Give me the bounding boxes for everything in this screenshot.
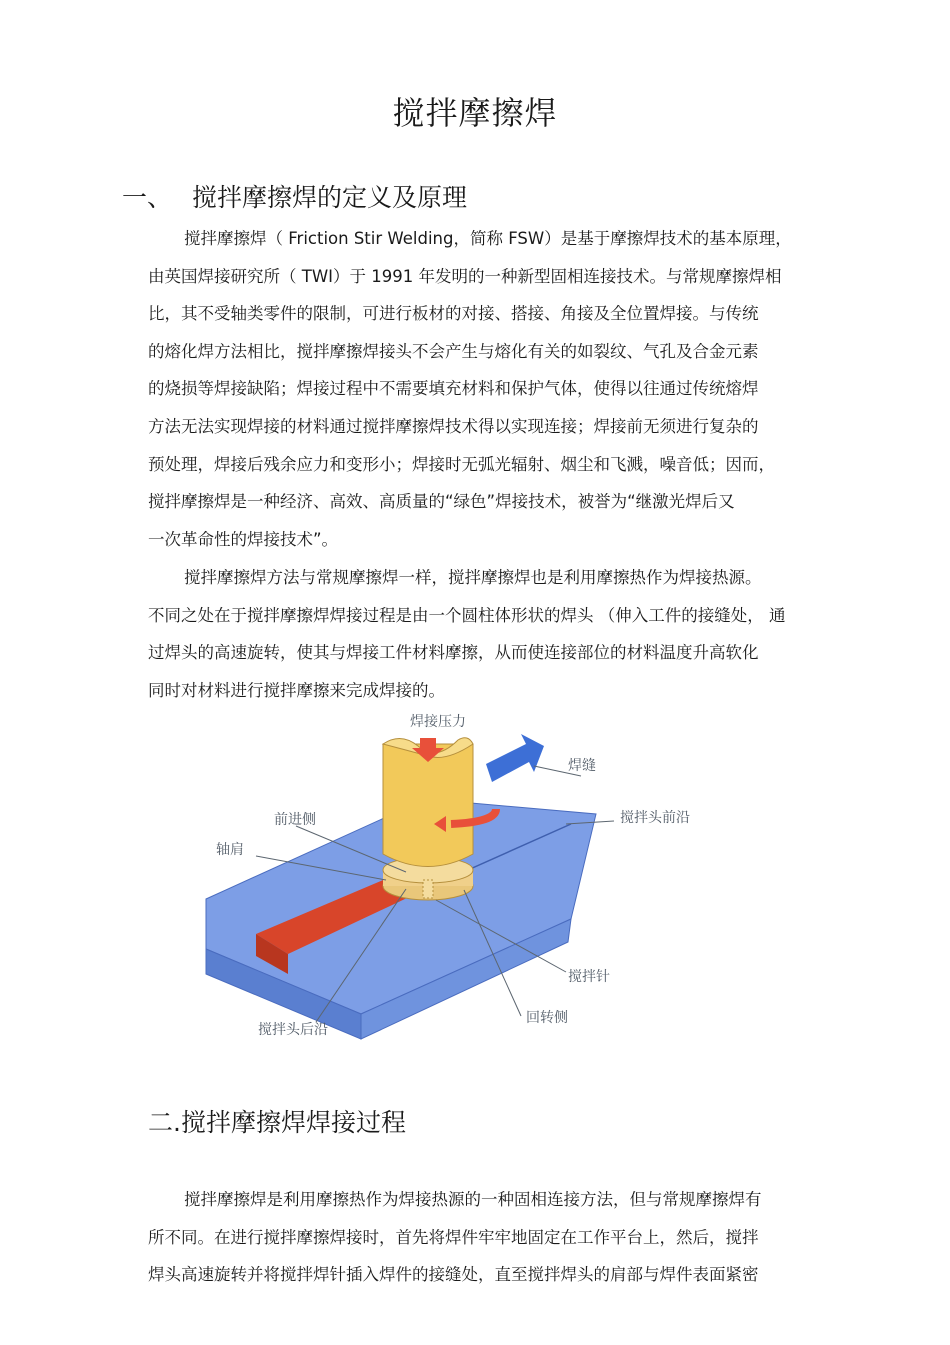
text-line: 所不同。在进行搅拌摩擦焊接时，首先将焊件牢牢地固定在工作平台上，然后，搅拌 [148,1227,759,1247]
fsw-diagram [196,704,716,1049]
section-2-heading [148,1103,406,1139]
section-1-heading [122,178,467,214]
text-line: 方法无法实现焊接的材料通过搅拌摩擦焊技术得以实现连接；焊接前无须进行复杂的 [148,416,759,436]
text-line: 过焊头的高速旋转，使其与焊接工件材料摩擦，从而使连接部位的材料温度升高软化 [148,643,759,663]
label-trailing-edge: 搅拌头后沿 [258,1022,328,1038]
label-shoulder: 轴肩 [216,842,244,858]
text-line: 搅拌摩擦焊是一种经济、高效、高质量的“绿色”焊接技术，被誉为“继激光焊后又 [148,492,735,512]
text-line: 预处理，焊接后残余应力和变形小；焊接时无弧光辐射、烟尘和飞溅，噪音低；因而， [148,454,775,474]
text-line: 一次革命性的焊接技术”。 [148,529,339,549]
section-1-title: 搅拌摩擦焊的定义及原理 [192,183,468,212]
text-line: 焊头高速旋转并将搅拌焊针插入焊件的接缝处，直至搅拌焊头的肩部与焊件表面紧密 [148,1265,759,1285]
section-1-number: 一、 [122,183,173,212]
text-line: 搅拌摩擦焊方法与常规摩擦焊一样，搅拌摩擦焊也是利用摩擦热作为焊接热源。 [184,568,762,587]
section-2-title: 搅拌摩擦焊焊接过程 [180,1108,406,1137]
label-retreating-side: 回转侧 [526,1010,568,1026]
document-title: 搅拌摩擦焊 [392,94,558,132]
section-2-number: 二. [148,1108,181,1137]
section-2-paragraph-1 [148,1181,848,1294]
tool-body [383,744,473,867]
tool-pin [423,880,433,898]
label-advancing-side: 前进侧 [274,812,316,828]
label-leading-edge: 搅拌头前沿 [620,810,690,826]
travel-arrow [486,734,544,782]
label-weld-seam: 焊缝 [568,758,596,774]
text-line: 由英国焊接研究所（ TWI）于 1991 年发明的一种新型固相连接技术。与常规摩擦焊相 [148,266,782,286]
text-line: 搅拌摩擦焊是利用摩擦热作为焊接热源的一种固相连接方法，但与常规摩擦焊有 [184,1190,762,1209]
text-line: 同时对材料进行搅拌摩擦来完成焊接的。 [148,680,445,700]
text-line: 不同之处在于搅拌摩擦焊焊接过程是由一个圆柱体形状的焊头 （伸入工件的接缝处， 通 [148,605,786,625]
text-line: 比，其不受轴类零件的限制，可进行板材的对接、搭接、角接及全位置焊接。与传统 [148,304,759,324]
section-1-paragraph-1 [148,220,848,558]
label-pressure: 焊接压力 [410,714,466,730]
section-1-paragraph-2 [148,559,848,709]
text-line: 搅拌摩擦焊（ Friction Stir Welding，简称 FSW）是基于摩擦焊技术的基本原理， [184,229,792,248]
text-line: 的熔化焊方法相比，搅拌摩擦焊接头不会产生与熔化有关的如裂纹、气孔及合金元素 [148,341,759,361]
label-pin: 搅拌针 [568,969,610,985]
text-line: 的烧损等焊接缺陷；焊接过程中不需要填充材料和保护气体，使得以往通过传统熔焊 [148,379,759,399]
